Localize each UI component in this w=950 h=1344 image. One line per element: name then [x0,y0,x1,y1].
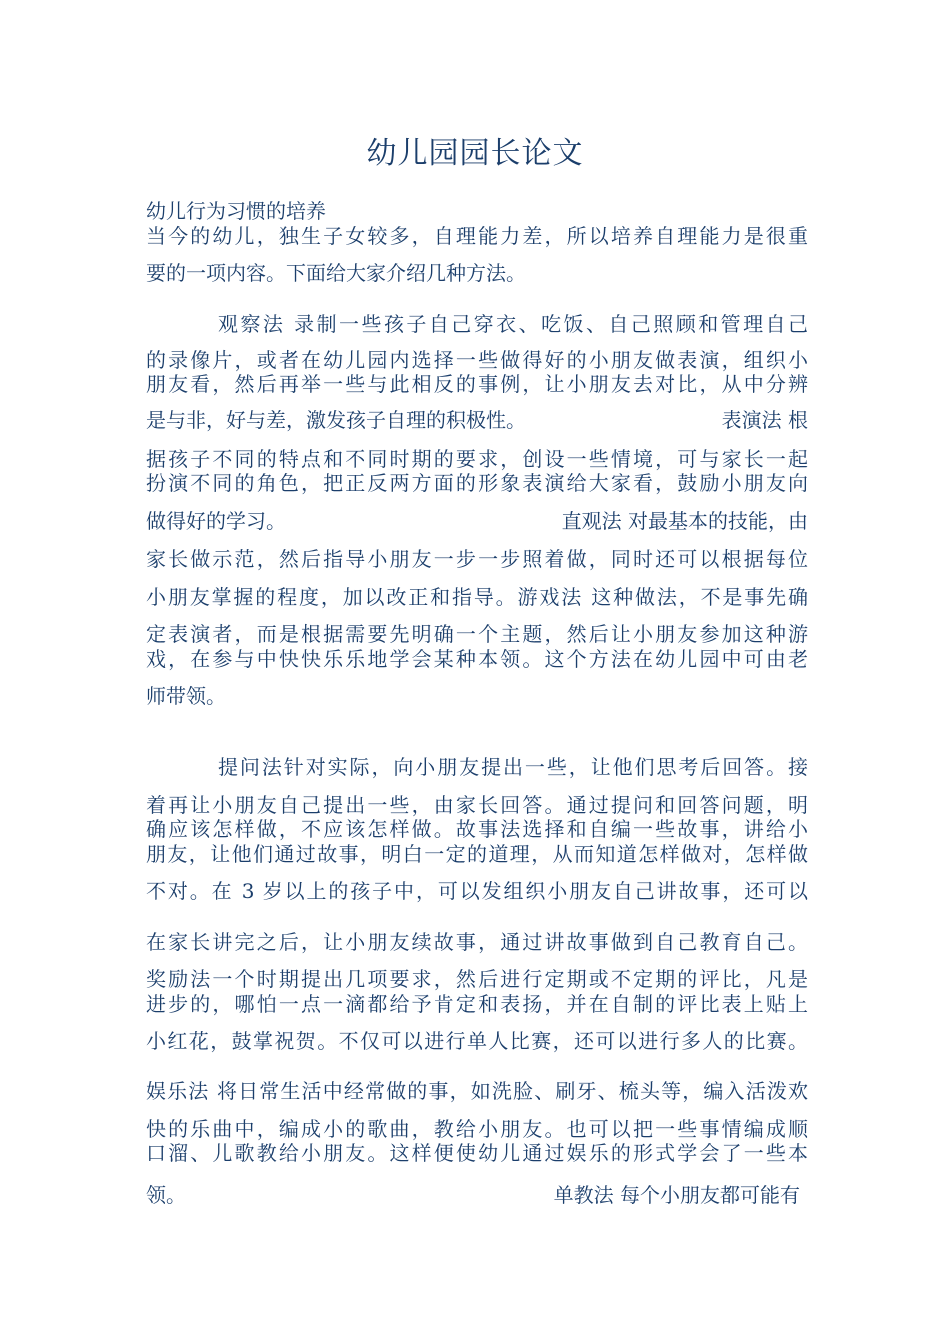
text-line: 口溜、儿歌教给小朋友。这样便使幼儿通过娱乐的形式学会了一些本 [146,1141,808,1165]
text-line: 师带领。 [146,684,226,708]
text-line: 领。 [146,1183,186,1207]
subtitle: 幼儿行为习惯的培养 [146,199,326,223]
text-line: 表演法 根 [721,408,808,432]
text-line: 家长做示范，然后指导小朋友一步一步照着做，同时还可以根据每位 [146,547,808,571]
page-title: 幼儿园园长论文 [366,136,584,171]
text-line: 的录像片，或者在幼儿园内选择一些做得好的小朋友做表演，组织小 [146,348,808,372]
text-line: 着再让小朋友自己提出一些，由家长回答。通过提问和回答问题，明 [146,793,808,817]
text-line: 朋友看，然后再举一些与此相反的事例，让小朋友去对比，从中分辨 [146,372,808,396]
text-line: 娱乐法 将日常生活中经常做的事，如洗脸、刷牙、梳头等，编入活泼欢 [146,1079,808,1103]
text-line: 确应该怎样做，不应该怎样做。故事法选择和自编一些故事，讲给小 [146,817,808,841]
text-line: 观察法 录制一些孩子自己穿衣、吃饭、自己照顾和管理自己 [218,312,808,336]
text-line: 定表演者，而是根据需要先明确一个主题，然后让小朋友参加这种游 [146,622,808,646]
text-line: 单教法 每个小朋友都可能有 [553,1183,800,1207]
text-line: 提问法针对实际，向小朋友提出一些，让他们思考后回答。接 [218,755,808,779]
text-line: 朋友，让他们通过故事，明白一定的道理，从而知道怎样做对，怎样做 [146,842,808,866]
text-line: 小红花，鼓掌祝贺。不仅可以进行单人比赛，还可以进行多人的比赛。 [146,1029,808,1053]
text-line: 做得好的学习。 [146,509,286,533]
text-line: 要的一项内容。下面给大家介绍几种方法。 [146,261,526,285]
text-line: 当今的幼儿，独生子女较多，自理能力差，所以培养自理能力是很重 [146,224,808,248]
text-line: 扮演不同的角色，把正反两方面的形象表演给大家看，鼓励小朋友向 [146,471,808,495]
text-line: 据孩子不同的特点和不同时期的要求，创设一些情境，可与家长一起 [146,447,808,471]
text-line: 不对。在 3 岁以上的孩子中，可以发组织小朋友自己讲故事，还可以 [146,879,808,903]
text-line: 是与非，好与差，激发孩子自理的积极性。 [146,408,526,432]
text-line: 快的乐曲中，编成小的歌曲，教给小朋友。也可以把一些事情编成顺 [146,1117,808,1141]
text-line: 在家长讲完之后，让小朋友续故事，通过讲故事做到自己教育自己。 [146,930,808,954]
text-line: 进步的，哪怕一点一滴都给予肯定和表扬，并在自制的评比表上贴上 [146,992,808,1016]
text-line: 小朋友掌握的程度，加以改正和指导。游戏法 这种做法，不是事先确 [146,585,808,609]
text-line: 奖励法一个时期提出几项要求，然后进行定期或不定期的评比，凡是 [146,967,808,991]
text-line: 戏，在参与中快快乐乐地学会某种本领。这个方法在幼儿园中可由老 [146,647,808,671]
text-line: 直观法 对最基本的技能，由 [561,509,808,533]
